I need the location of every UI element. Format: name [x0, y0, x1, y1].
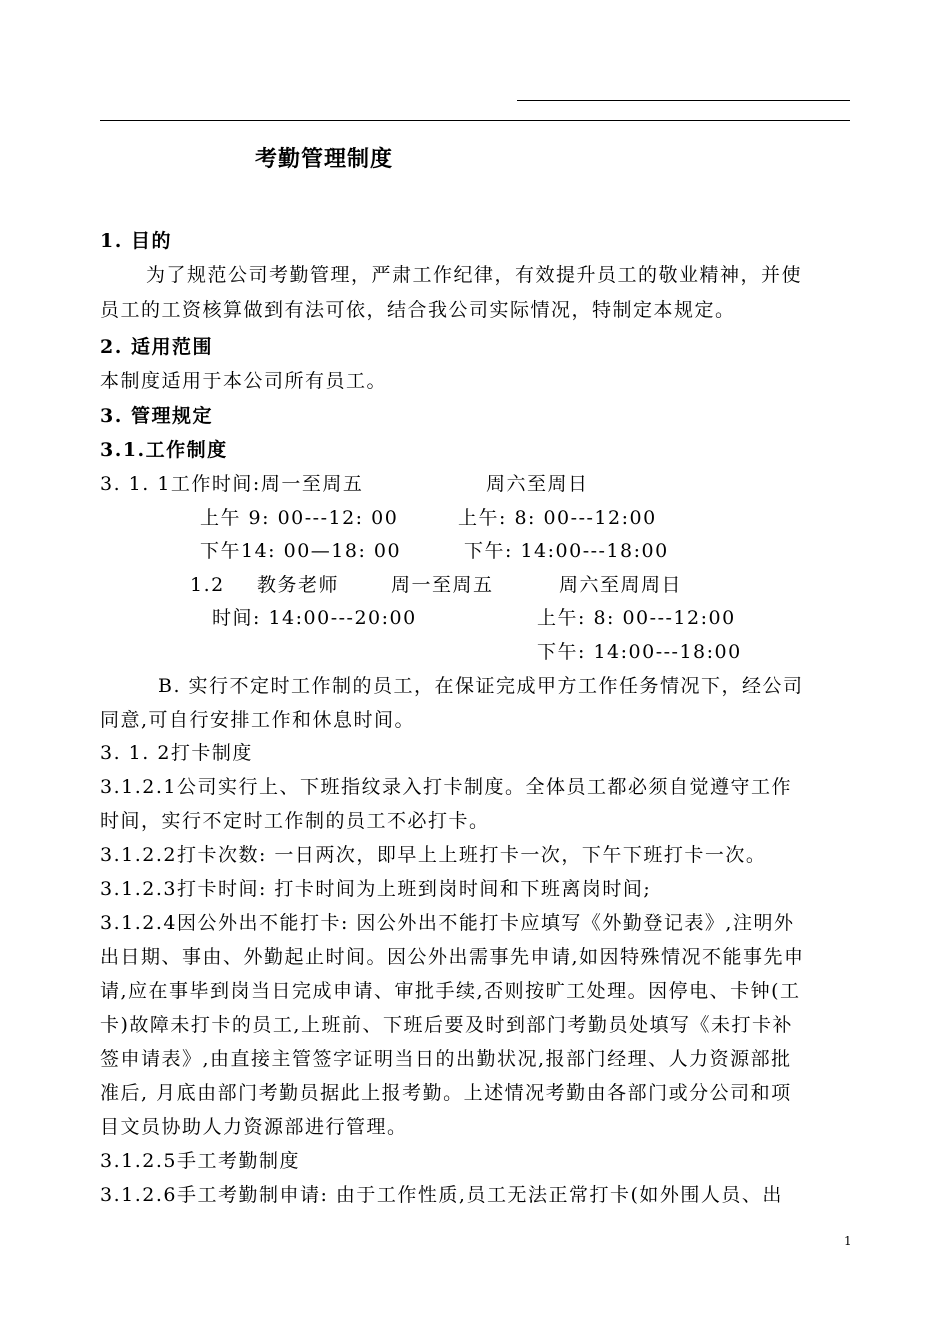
paragraph: 3.1.2.3打卡时间: 打卡时间为上班到岗时间和下班离岗时间; — [100, 878, 652, 900]
subsection-heading: 3. 1. 2打卡制度 — [100, 742, 253, 764]
header-long-rule — [100, 120, 850, 121]
section-2-heading: 2. 适用范围 — [100, 336, 213, 358]
schedule-line: 下午: 14:00---18:00 — [464, 540, 669, 562]
schedule-line: 1.2 — [190, 574, 225, 596]
paragraph: 3.1.2.6手工考勤制申请: 由于工作性质,员工无法正常打卡(如外围人员、出 — [100, 1184, 783, 1206]
schedule-line: 周六至周日 — [486, 473, 589, 495]
schedule-line: 3. 1. 1工作时间:周一至周五 — [100, 473, 364, 495]
paragraph: 出日期、事由、外勤起止时间。因公外出需事先申请,如因特殊情况不能事先申 — [100, 946, 805, 968]
paragraph: 同意,可自行安排工作和休息时间。 — [100, 709, 416, 731]
paragraph: 卡)故障未打卡的员工,上班前、下班后要及时到部门考勤员处填写《未打卡补 — [100, 1014, 793, 1036]
paragraph: 员工的工资核算做到有法可依，结合我公司实际情况，特制定本规定。 — [100, 299, 736, 321]
paragraph: 3.1.2.5手工考勤制度 — [100, 1150, 300, 1172]
schedule-line: 上午 9: 00---12: 00 — [200, 507, 399, 529]
header-short-rule — [517, 100, 850, 101]
paragraph: 目文员协助人力资源部进行管理。 — [100, 1116, 408, 1138]
schedule-line: 下午: 14:00---18:00 — [537, 641, 742, 663]
paragraph: 3.1.2.2打卡次数: 一日两次，即早上上班打卡一次，下午下班打卡一次。 — [100, 844, 767, 866]
section-3-heading: 3. 管理规定 — [100, 405, 213, 427]
paragraph: B. 实行不定时工作制的员工，在保证完成甲方工作任务情况下，经公司 — [158, 675, 804, 697]
schedule-line: 上午: 8: 00---12:00 — [537, 607, 736, 629]
paragraph: 本制度适用于本公司所有员工。 — [100, 370, 388, 392]
paragraph: 签申请表》,由直接主管签字证明当日的出勤状况,报部门经理、人力资源部批 — [100, 1048, 792, 1070]
paragraph: 请,应在事毕到岗当日完成申请、审批手续,否则按旷工处理。因停电、卡钟(工 — [100, 980, 801, 1002]
schedule-line: 教务老师 — [257, 574, 340, 596]
subsection-heading: 3.1.工作制度 — [100, 439, 228, 461]
paragraph: 时间，实行不定时工作制的员工不必打卡。 — [100, 810, 490, 832]
paragraph: 准后, 月底由部门考勤员据此上报考勤。上述情况考勤由各部门或分公司和项 — [100, 1082, 792, 1104]
schedule-line: 上午: 8: 00---12:00 — [458, 507, 657, 529]
paragraph: 3.1.2.4因公外出不能打卡: 因公外出不能打卡应填写《外勤登记表》,注明外 — [100, 912, 795, 934]
paragraph: 为了规范公司考勤管理，严肃工作纪律，有效提升员工的敬业精神，并使 — [146, 264, 803, 286]
section-1-heading: 1. 目的 — [100, 230, 172, 252]
schedule-line: 下午14: 00—18: 00 — [200, 540, 402, 562]
schedule-line: 时间: 14:00---20:00 — [212, 607, 417, 629]
paragraph: 3.1.2.1公司实行上、下班指纹录入打卡制度。全体员工都必须自觉遵守工作 — [100, 776, 792, 798]
schedule-line: 周一至周五 — [391, 574, 494, 596]
page-title: 考勤管理制度 — [255, 146, 394, 172]
schedule-line: 周六至周周日 — [559, 574, 683, 596]
page-number: 1 — [844, 1234, 852, 1248]
